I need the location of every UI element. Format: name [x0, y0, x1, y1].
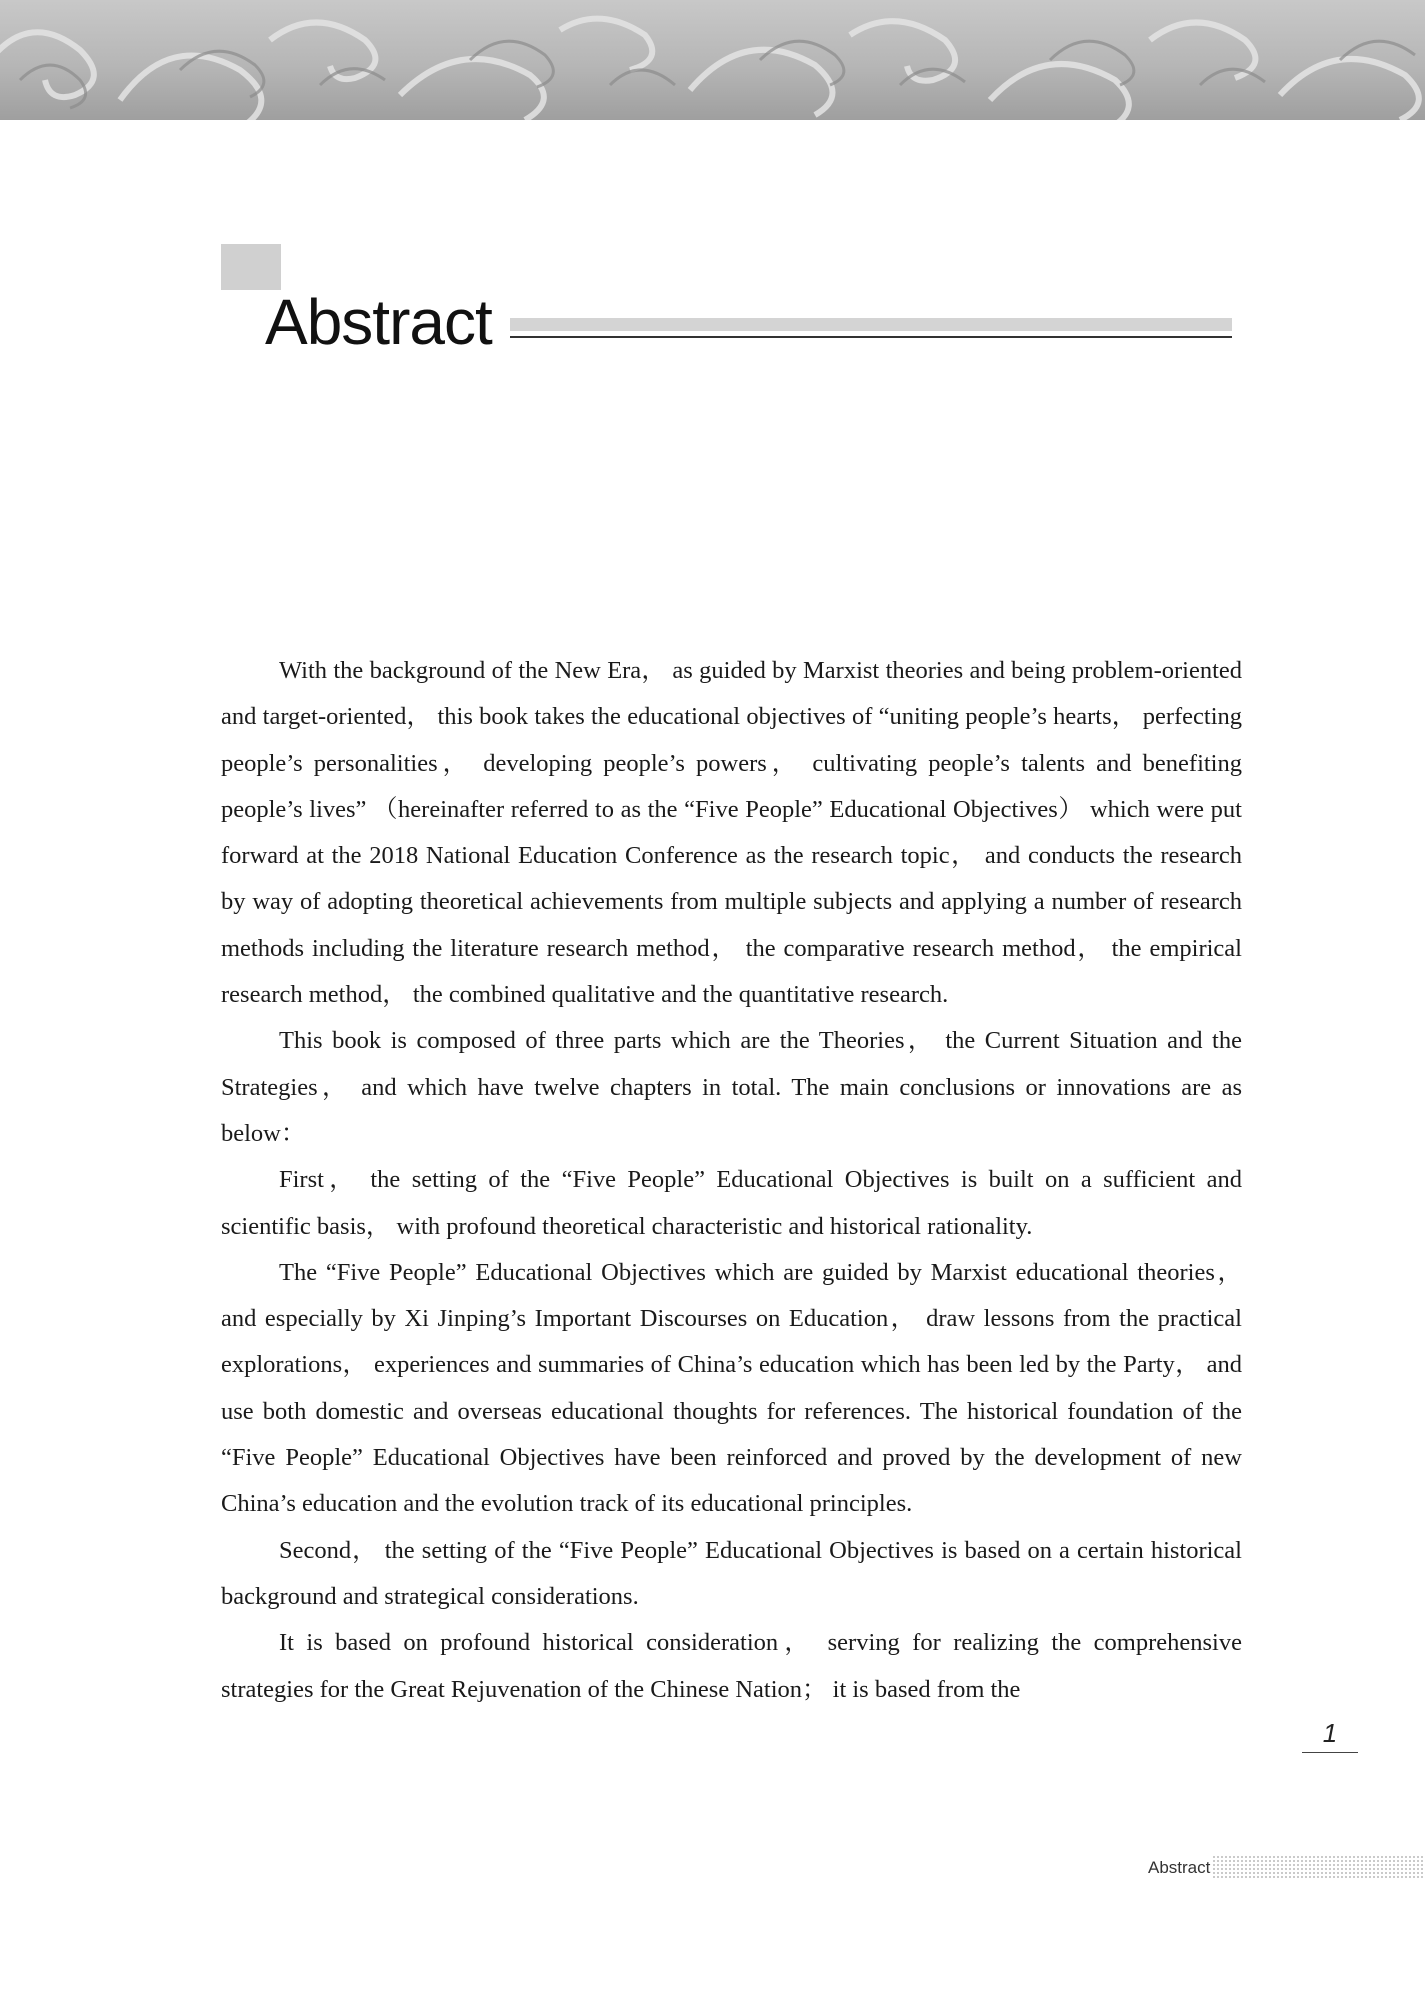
paragraph: First， the setting of the “Five People” Educational Objectives is built on a sufficient and scientific basis， with profound theoretical characteristic and historical rationality. — [221, 1166, 1242, 1240]
running-footer: Abstract — [1148, 1858, 1211, 1877]
footer-dot-pattern — [1212, 1855, 1425, 1879]
paragraph: With the background of the New Era， as guided by Marxist theories and being problem-oriented and target-oriented， this book takes the educational objectives of “uniting people’s hearts， perfecting people’s personalities， developing people’s powers， cultivating people’s talents and benefiting people’s lives” （hereinafter referred to as the “Five People” Educational Objectives） which were put forward at the 2018 National Education Conference as the research topic， and conducts the research by way of adopting theoretical achievements from multiple subjects and applying a number of research methods including the literature research method， the comparative research method， the empirical research method， the combined qualitative and the quantitative research. — [221, 657, 1242, 1009]
paragraph: The “Five People” Educational Objectives which are guided by Marxist educational theories， and especially by Xi Jinping’s Important Discourses on Education， draw lessons from the practical explorations， experiences and summaries of China’s education which has been led by the Party， and use both domestic and overseas educational thoughts for references. The historical foundation of the “Five People” Educational Objectives have been reinforced and proved by the development of new China’s education and the evolution track of its educational principles. — [221, 1258, 1242, 1518]
cloud-pattern-banner — [0, 0, 1425, 120]
paragraph: This book is composed of three parts which are the Theories， the Current Situation and the Strategies， and which have twelve chapters in total. The main conclusions or innovations are as below： — [221, 1027, 1242, 1147]
paragraph: It is based on profound historical consideration， serving for realizing the comprehensive strategies for the Great Rejuvenation of the Chinese Nation； it is based from the — [221, 1629, 1242, 1703]
title-rule-thin — [510, 336, 1232, 338]
abstract-body — [221, 648, 1242, 1713]
page-title: Abstract — [265, 286, 492, 358]
page-number-rule — [1302, 1752, 1358, 1753]
paragraph: Second， the setting of the “Five People” Educational Objectives is based on a certain historical background and strategical considerations. — [221, 1536, 1242, 1610]
cloud-pattern-icon — [0, 0, 1425, 120]
title-rule-thick — [510, 318, 1232, 331]
page-number: 1 — [1322, 1718, 1338, 1748]
